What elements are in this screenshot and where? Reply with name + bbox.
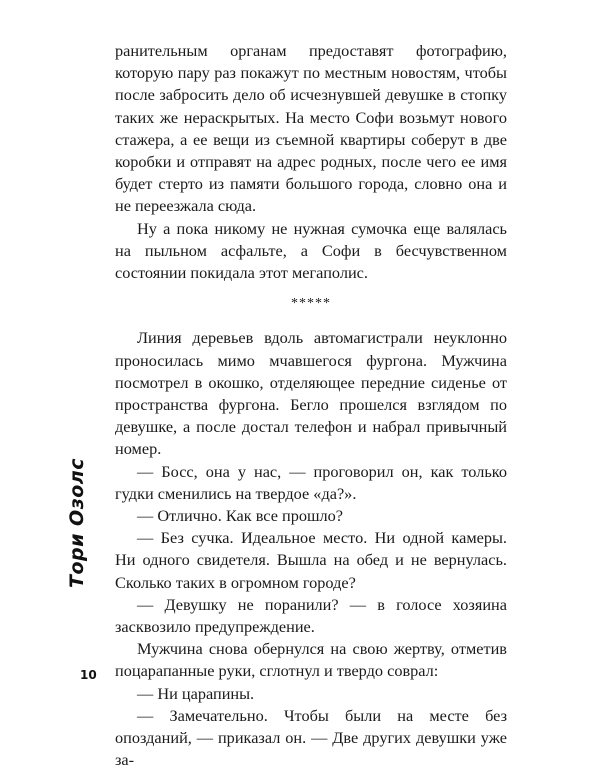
dialogue-line: — Ни царапины.: [137, 683, 255, 703]
paragraph: Линия деревьев вдоль автомагистрали неуклонно проносилась мимо мчавшегося фургона. Мужчина посмотрел в окошко, отделяющее передние сиденье от пространства фургона. Бегло прошелся взглядом по девушке, а после достал телефон и набрал привычный номер.: [115, 328, 507, 459]
dialogue-line: — Без сучка. Идеальное место. Ни одной камеры. Ни одного свидетеля. Вышла на обед и не вернулась. Сколько таких в огромном городе?: [115, 528, 507, 592]
dialogue-line: — Отлично. Как все прошло?: [137, 506, 344, 526]
dialogue-line: — Девушку не поранили? — в голосе хозяина засквозило предупреждение.: [115, 594, 507, 637]
paragraph: Мужчина снова обернулся на свою жертву, отметив поцарапанные руки, сглотнул и твердо соврал:: [115, 639, 507, 681]
paragraph: Ну а пока никому не нужная сумочка еще валялась на пыльном асфальте, а Софи в бесчувственном состоянии покидала этот мегаполис.: [115, 218, 507, 283]
page-body-text: [115, 40, 507, 772]
dialogue-line: — Замечательно. Чтобы были на месте без опозданий, — приказал он. — Две других девушки уже за-: [115, 705, 507, 770]
paragraph-continuation: ранительным органам предоставят фотографию, которую пару раз покажут по местным новостям, чтобы после забросить дело об исчезнувшей девушке в стопку таких же нераскрытых. На место Софи возьмут нового стажера, а ее вещи из съемной квартиры соберут в две коробки и отправят на адрес родных, после чего ее имя будет стерто из памяти большого города, словно она и не переезжала сюда.: [115, 41, 507, 216]
section-break-asterisks: *****: [291, 296, 331, 312]
page-number: 10: [80, 668, 97, 682]
running-head-author: Тори Озолс: [66, 458, 88, 588]
dialogue-line: — Босс, она у нас, — проговорил он, как только гудки сменились на твердое «да?».: [115, 461, 507, 503]
